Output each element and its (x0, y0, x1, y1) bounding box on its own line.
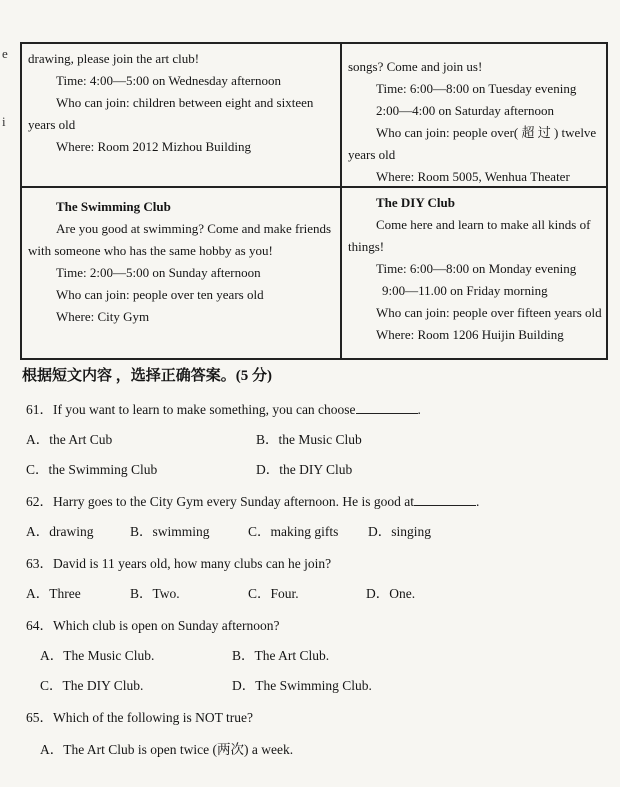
music-club-who: Who can join: people over( 超 过 ) twelve years old (348, 125, 597, 162)
option: C．the Swimming Club (26, 462, 158, 477)
music-club-where: Where: Room 5005, Wenhua Theater (376, 169, 570, 184)
art-club-text: drawing, please join the art club! (28, 51, 200, 66)
option: C．The DIY Club. (40, 678, 144, 693)
option: B．The Art Club. (232, 648, 330, 663)
diy-club-time: Time: 6:00—8:00 on Monday evening (376, 261, 577, 276)
diy-club-name: The DIY Club (376, 195, 455, 210)
column-divider (340, 44, 342, 358)
option: A．The Art Club is open twice (两次) a week. (40, 742, 294, 757)
option: A．The Music Club. (40, 648, 155, 663)
swimming-club-where: Where: City Gym (56, 309, 150, 324)
swimming-club-cell (28, 196, 334, 328)
art-club-cell (28, 48, 334, 158)
instruction: 根据短文内容 ，选择正确答案。(5 分) (22, 368, 272, 384)
music-club-time-2: 2:00—4:00 on Saturday afternoon (376, 103, 554, 118)
music-club-text: songs? Come and join us! (348, 59, 483, 74)
answer-blank (356, 401, 418, 414)
diy-club-time-2: 9:00—11.00 on Friday morning (382, 283, 548, 298)
option: A．drawing (26, 524, 94, 539)
clubs-table (20, 42, 608, 360)
question-stem: 64．Which club is open on Sunday afternoon? (26, 618, 280, 633)
option: C．Four. (248, 586, 299, 601)
swimming-club-name: The Swimming Club (56, 199, 171, 214)
answer-blank (414, 493, 476, 506)
question-stem: 61．If you want to learn to make something, you can choose . (26, 402, 421, 417)
swimming-club-time: Time: 2:00—5:00 on Sunday afternoon (56, 265, 261, 280)
diy-club-where: Where: Room 1206 Huijin Building (376, 327, 564, 342)
margin-mark: e (2, 46, 8, 61)
question-stem: 65．Which of the following is NOT true? (26, 710, 253, 725)
music-club-time: Time: 6:00—8:00 on Tuesday evening (376, 81, 577, 96)
swimming-club-text: Are you good at swimming? Come and make friends with someone who has the same hobby as you! (28, 221, 332, 258)
option: B．swimming (130, 524, 210, 539)
art-club-time: Time: 4:00—5:00 on Wednesday afternoon (56, 73, 281, 88)
question-stem: 63．David is 11 years old, how many clubs can he join? (26, 556, 332, 571)
art-club-who: Who can join: children between eight and sixteen years old (28, 95, 314, 132)
diy-club-who: Who can join: people over fifteen years old (376, 305, 602, 320)
option: B．the Music Club (256, 432, 362, 447)
option: A．Three (26, 586, 81, 601)
swimming-club-who: Who can join: people over ten years old (56, 287, 264, 302)
diy-club-text: Come here and learn to make all kinds of things! (348, 217, 591, 254)
art-club-where: Where: Room 2012 Mizhou Building (56, 139, 251, 154)
diy-club-cell (348, 192, 604, 346)
option: B．Two. (130, 586, 180, 601)
option: A．the Art Cub (26, 432, 113, 447)
option: D．the DIY Club (256, 462, 353, 477)
option: C．making gifts (248, 524, 339, 539)
margin-mark: i (2, 114, 6, 129)
option: D．One. (366, 586, 416, 601)
music-club-cell (348, 56, 604, 188)
option: D．singing (368, 524, 432, 539)
question-stem: 62．Harry goes to the City Gym every Sunday afternoon. He is good at . (26, 494, 480, 509)
option: D．The Swimming Club. (232, 678, 372, 693)
